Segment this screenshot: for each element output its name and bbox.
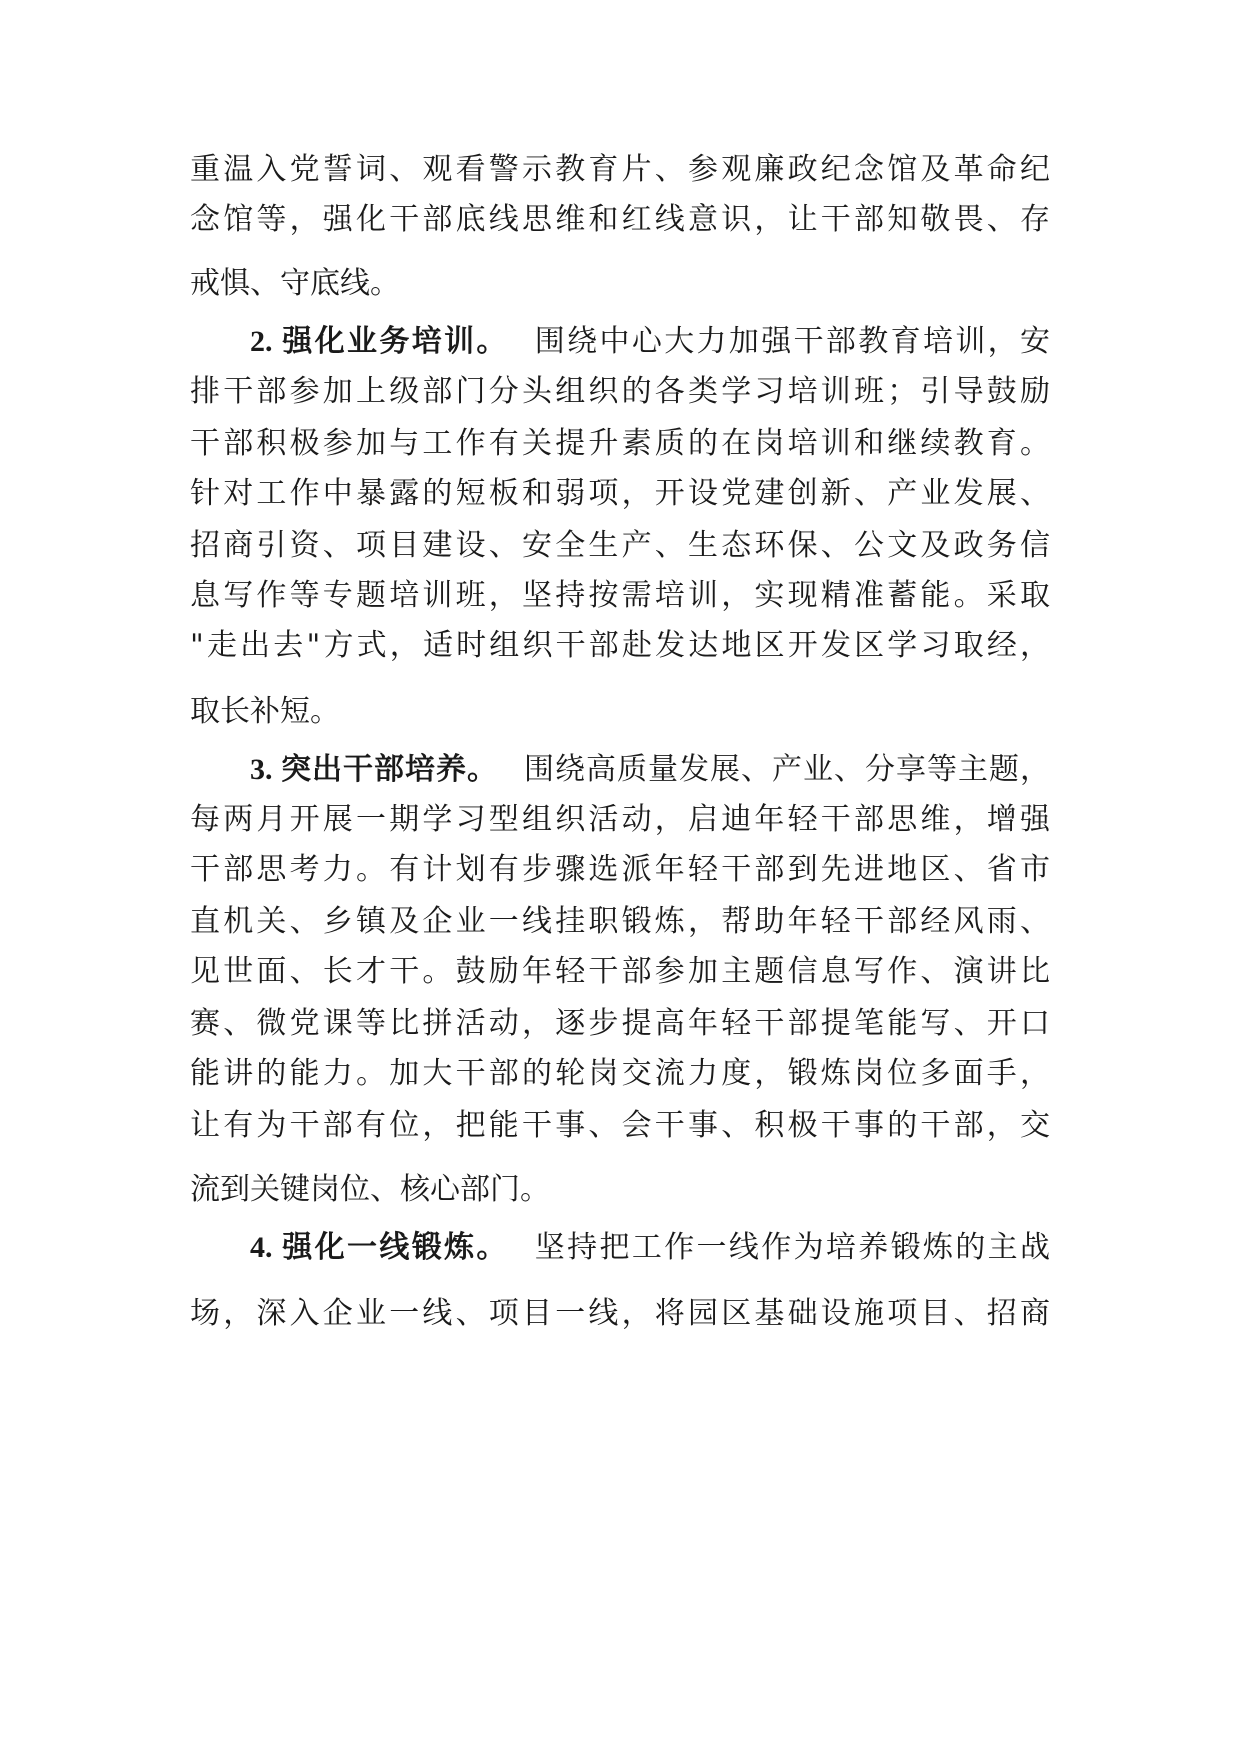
section-heading: 2. 强化业务培训。 (250, 325, 509, 358)
text-line: 让有为干部有位，把能干事、会干事、积极干事的干部，交 (190, 1108, 1050, 1143)
text-line: 干部思考力。有计划有步骤选派年轻干部到先进地区、省市 (190, 852, 1050, 887)
text-line: 重温入党誓词、观看警示教育片、参观廉政纪念馆及革命纪 (190, 152, 1050, 187)
text-line: 场，深入企业一线、项目一线，将园区基础设施项目、招商 (190, 1296, 1050, 1331)
section-heading: 3. 突出干部培养。 (250, 753, 498, 786)
text-line: 息写作等专题培训班，坚持按需培训，实现精准蓄能。采取 (190, 578, 1050, 613)
section-heading: 4. 强化一线锻炼。 (250, 1231, 509, 1264)
text-line: "走出去"方式，适时组织干部赴发达地区开发区学习取经， (190, 628, 1050, 663)
text-line: 招商引资、项目建设、安全生产、生态环保、公文及政务信 (190, 528, 1050, 563)
text-line: 每两月开展一期学习型组织活动，启迪年轻干部思维，增强 (190, 802, 1050, 837)
text-line: 针对工作中暴露的短板和弱项，开设党建创新、产业发展、 (190, 476, 1050, 511)
text-line: 见世面、长才干。鼓励年轻干部参加主题信息写作、演讲比 (190, 954, 1050, 989)
text-line: 直机关、乡镇及企业一线挂职锻炼，帮助年轻干部经风雨、 (190, 904, 1050, 939)
text-line: 排干部参加上级部门分头组织的各类学习培训班；引导鼓励 (190, 374, 1050, 409)
text-line: 赛、微党课等比拼活动，逐步提高年轻干部提笔能写、开口 (190, 1006, 1050, 1041)
text-line: 围绕中心大力加强干部教育培训，安 (534, 324, 1051, 359)
text-line: 流到关键岗位、核心部门。 (190, 1172, 550, 1207)
text-line: 坚持把工作一线作为培养锻炼的主战 (534, 1230, 1051, 1265)
text-line: 能讲的能力。加大干部的轮岗交流力度，锻炼岗位多面手， (190, 1056, 1050, 1091)
text-line: 干部积极参加与工作有关提升素质的在岗培训和继续教育。 (190, 426, 1050, 461)
paragraph-first-line (250, 1228, 1050, 1268)
paragraph-first-line (250, 322, 1050, 362)
paragraph-first-line (250, 750, 1050, 790)
text-line: 念馆等，强化干部底线思维和红线意识，让干部知敬畏、存 (190, 202, 1050, 237)
text-line: 戒惧、守底线。 (190, 266, 400, 301)
text-line: 取长补短。 (190, 694, 340, 729)
text-line: 围绕高质量发展、产业、分享等主题， (524, 752, 1050, 787)
